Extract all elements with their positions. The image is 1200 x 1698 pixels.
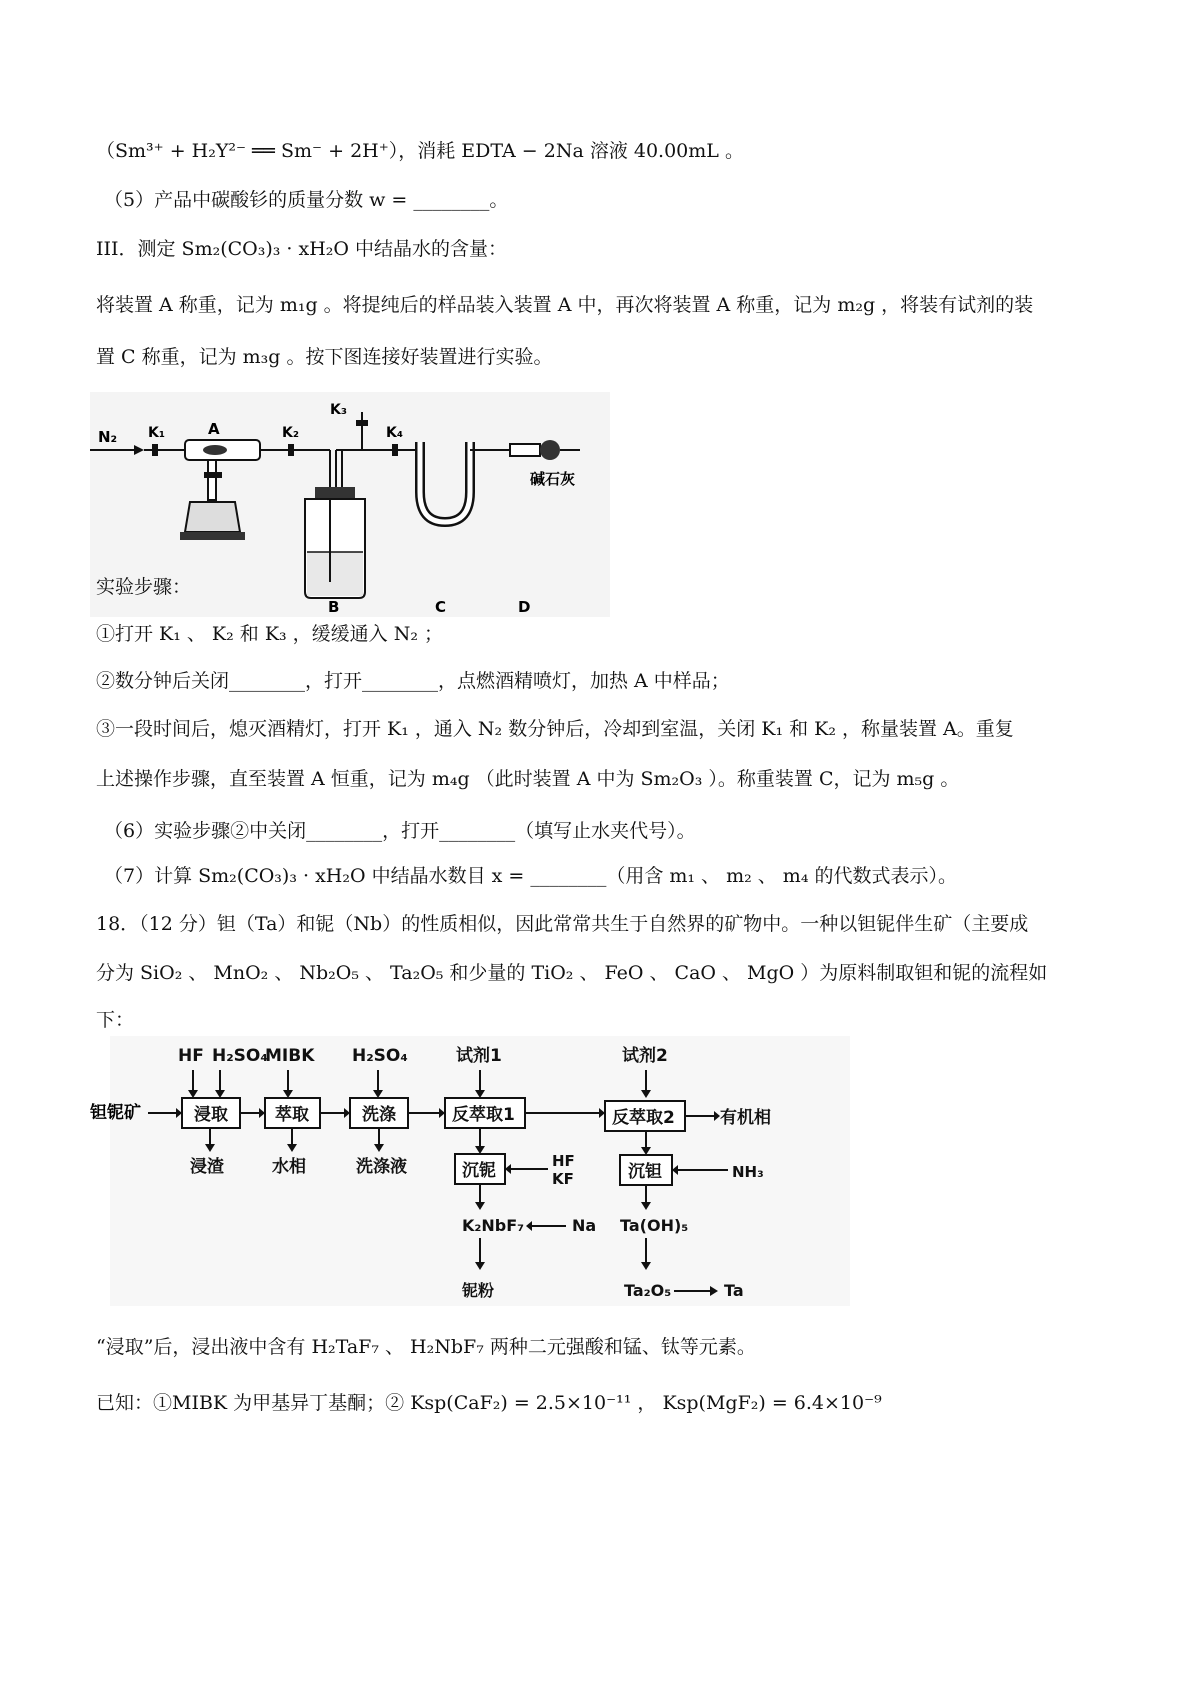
precip-ta-box: 沉钽	[628, 1162, 662, 1182]
text-line: 下：	[96, 1009, 135, 1031]
nb-powder: 铌粉	[462, 1281, 495, 1300]
extract-box: 萃取	[275, 1105, 309, 1125]
precip-nb-box: 沉铌	[462, 1161, 496, 1181]
a-label: A	[208, 420, 220, 438]
section-3-heading: III．测定 Sm₂(CO₃)₃ · xH₂O 中结晶水的含量：	[96, 238, 508, 260]
steps-heading: 实验步骤：	[96, 576, 192, 598]
text-line: “浸取”后，浸出液中含有 H₂TaF₇ 、 H₂NbF₇ 两种二元强酸和锰、钛等元素。	[96, 1336, 756, 1358]
k2-label: K₂	[282, 425, 299, 441]
question-6: （6）实验步骤②中关闭________，打开________（填写止水夹代号）。	[104, 820, 696, 842]
step-3: ③一段时间后，熄灭酒精灯，打开 K₁ ，通入 N₂ 数分钟后，冷却到室温，关闭 K₁ 和 K₂ ，称量装置 A。重复	[96, 718, 1014, 740]
reagent-2: 试剂2	[622, 1046, 668, 1066]
aqueous-phase: 水相	[272, 1157, 306, 1177]
text-line: 分为 SiO₂ 、 MnO₂ 、 Nb₂O₅ 、 Ta₂O₅ 和少量的 TiO₂ 、 FeO 、 CaO 、 MgO ）为原料制取钽和铌的流程如	[96, 962, 1048, 984]
residue: 浸渣	[190, 1157, 224, 1177]
reagent-1: 试剂1	[456, 1046, 502, 1066]
c-label: C	[435, 598, 447, 616]
input-mibk: MIBK	[265, 1046, 315, 1066]
ta2o5: Ta₂O₅	[624, 1281, 672, 1300]
hf-label: HF	[552, 1152, 575, 1170]
input-h2so4: H₂SO₄	[352, 1046, 408, 1066]
text-line: （Sm³⁺ + H₂Y²⁻ ══ Sm⁻ + 2H⁺），消耗 EDTA − 2Na 溶液 40.00mL 。	[96, 140, 744, 162]
n2-label: N₂	[98, 428, 118, 446]
question-18: 18．（12 分）钽（Ta）和铌（Nb）的性质相似，因此常常共生于自然界的矿物中。一种以钽铌伴生矿（主要成	[96, 913, 1029, 935]
k4-label: K₄	[386, 425, 403, 441]
organic-phase: 有机相	[720, 1108, 771, 1128]
question-5: （5）产品中碳酸钐的质量分数 w = ________。	[104, 189, 509, 211]
ta-product: Ta	[724, 1281, 744, 1300]
kf-label: KF	[552, 1170, 574, 1188]
input-h2so4: H₂SO₄	[212, 1046, 268, 1066]
input-hf: HF	[178, 1046, 204, 1066]
na-label: Na	[572, 1216, 597, 1235]
known-data: 已知：①MIBK 为甲基异丁基酮；② Ksp(CaF₂) = 2.5×10⁻¹¹ ， Ksp(MgF₂) = 6.4×10⁻⁹	[96, 1392, 882, 1414]
step-1: ①打开 K₁ 、 K₂ 和 K₃ ，缓缓通入 N₂ ；	[96, 623, 443, 645]
leach-box: 浸取	[194, 1105, 228, 1125]
back-extract-2-box: 反萃取2	[612, 1108, 675, 1128]
wash-liquid: 洗涤液	[356, 1157, 407, 1177]
text-line: 将装置 A 称重，记为 m₁g 。将提纯后的样品装入装置 A 中，再次将装置 A 称重，记为 m₂g ，将装有试剂的装	[96, 294, 1034, 316]
lime-label: 碱石灰	[530, 470, 576, 488]
text-line: 置 C 称重，记为 m₃g 。按下图连接好装置进行实验。	[96, 346, 553, 368]
taoh5: Ta(OH)₅	[620, 1216, 689, 1235]
d-label: D	[518, 598, 531, 616]
b-label: B	[328, 598, 340, 616]
k3-label: K₃	[330, 402, 347, 418]
process-flowchart	[90, 1036, 850, 1306]
back-extract-1-box: 反萃取1	[452, 1105, 515, 1125]
k1-label: K₁	[148, 425, 165, 441]
wash-box: 洗涤	[362, 1105, 396, 1125]
step-2: ②数分钟后关闭________，打开________，点燃酒精喷灯，加热 A 中样品；	[96, 670, 730, 692]
nh3-label: NH₃	[732, 1163, 764, 1181]
k2nbf7: K₂NbF₇	[462, 1216, 525, 1235]
question-7: （7）计算 Sm₂(CO₃)₃ · xH₂O 中结晶水数目 x = ________（用含 m₁ 、 m₂ 、 m₄ 的代数式表示）。	[104, 865, 957, 887]
step-3-cont: 上述操作步骤，直至装置 A 恒重，记为 m₄g （此时装置 A 中为 Sm₂O₃ ）。称重装置 C，记为 m₅g 。	[96, 768, 960, 790]
ore-label: 钽铌矿	[90, 1103, 141, 1123]
